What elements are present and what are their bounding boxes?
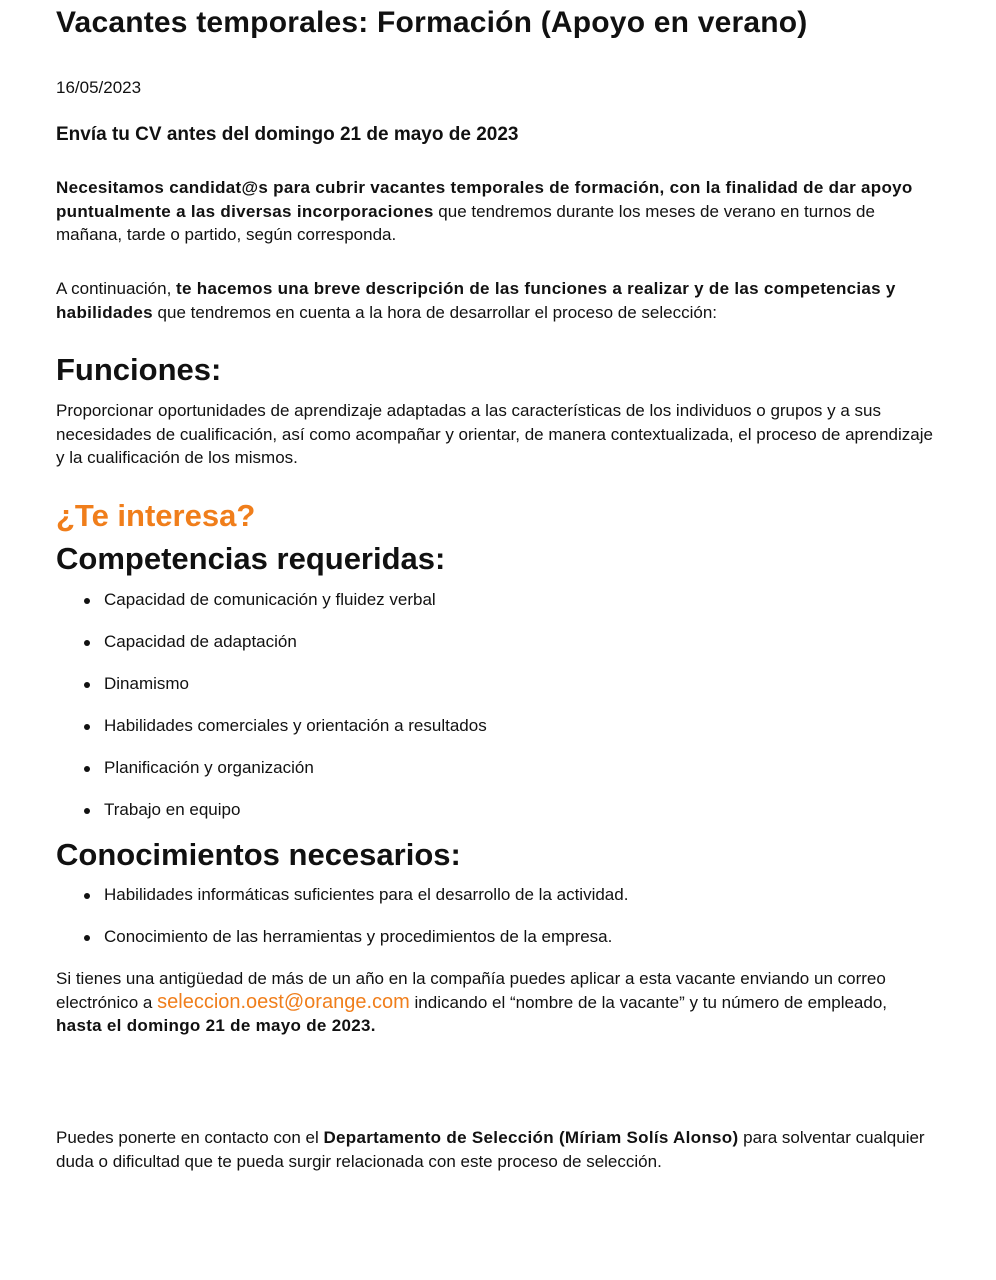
list-item-text: Dinamismo [104,674,190,693]
competencias-heading: Competencias requeridas: [56,541,446,576]
list-item [56,673,487,715]
competencias-list [56,589,487,841]
list-item [56,589,487,631]
bullet-icon [84,935,90,941]
apply-deadline-bold: hasta el domingo 21 de mayo de 2023. [56,1016,376,1035]
list-item [56,926,628,968]
list-item [56,631,487,673]
list-item [56,715,487,757]
email-link[interactable]: seleccion.oest@orange.com [157,990,410,1013]
bullet-icon [84,598,90,604]
interesa-heading: ¿Te interesa? [56,498,256,533]
page-title: Vacantes temporales: Formación (Apoyo en verano) [56,6,808,39]
list-item-text: Trabajo en equipo [104,800,241,819]
conocimientos-list [56,884,628,968]
intro-rest: que tendremos durante los meses de verano en turnos de mañana, tarde o partido, según corresponda. [56,201,875,244]
bullet-icon [84,640,90,646]
funciones-text: Proporcionar oportunidades de aprendizaje adaptadas a las características de los individuos o grupos y a sus necesidades de cualificación, así como acompañar y orientar, de manera contextualizada, el proceso de aprendizaje y la cualificación de los mismos. [56,401,933,467]
apply-lead: Si tienes una antigüedad de más de un año en la compañía puedes aplicar a esta vacante enviando un correo electrónico a [56,969,886,1012]
conocimientos-heading: Conocimientos necesarios: [56,837,461,872]
continuation-bold: te hacemos una breve descripción de las funciones a realizar y de las competencias y habilidades [56,279,896,322]
list-item-text: Habilidades informáticas suficientes para el desarrollo de la actividad. [104,885,629,904]
funciones-heading: Funciones: [56,352,222,387]
contact-bold: Departamento de Selección (Míriam Solís Alonso) [323,1128,739,1147]
list-item-text: Planificación y organización [104,758,314,777]
contact-paragraph [56,1126,936,1173]
deadline-notice: Envía tu CV antes del domingo 21 de mayo de 2023 [56,124,519,145]
list-item-text: Conocimiento de las herramientas y procedimientos de la empresa. [104,927,613,946]
apply-paragraph [56,967,936,1038]
list-item [56,799,487,841]
bullet-icon [84,766,90,772]
intro-paragraph [56,176,936,247]
contact-lead: Puedes ponerte en contacto con el [56,1128,324,1147]
list-item [56,884,628,926]
list-item-text: Capacidad de comunicación y fluidez verbal [104,590,436,609]
list-item-text: Capacidad de adaptación [104,632,297,651]
continuation-rest: que tendremos en cuenta a la hora de desarrollar el proceso de selección: [152,302,718,322]
intro-bold: Necesitamos candidat@s para cubrir vacantes temporales de formación, con la finalidad de dar apoyo puntualmente a las diversas incorporaciones [56,178,913,221]
continuation-paragraph [56,277,936,324]
list-item [56,757,487,799]
bullet-icon [84,808,90,814]
continuation-lead: A continuación, [56,279,177,298]
bullet-icon [84,682,90,688]
bullet-icon [84,893,90,899]
list-item-text: Habilidades comerciales y orientación a resultados [104,716,487,735]
apply-middle: indicando el “nombre de la vacante” y tu número de empleado, [409,992,888,1012]
contact-rest: para solventar cualquier duda o dificultad que te pueda surgir relacionada con este proceso de selección. [56,1128,925,1171]
bullet-icon [84,724,90,730]
publish-date: 16/05/2023 [56,78,142,97]
